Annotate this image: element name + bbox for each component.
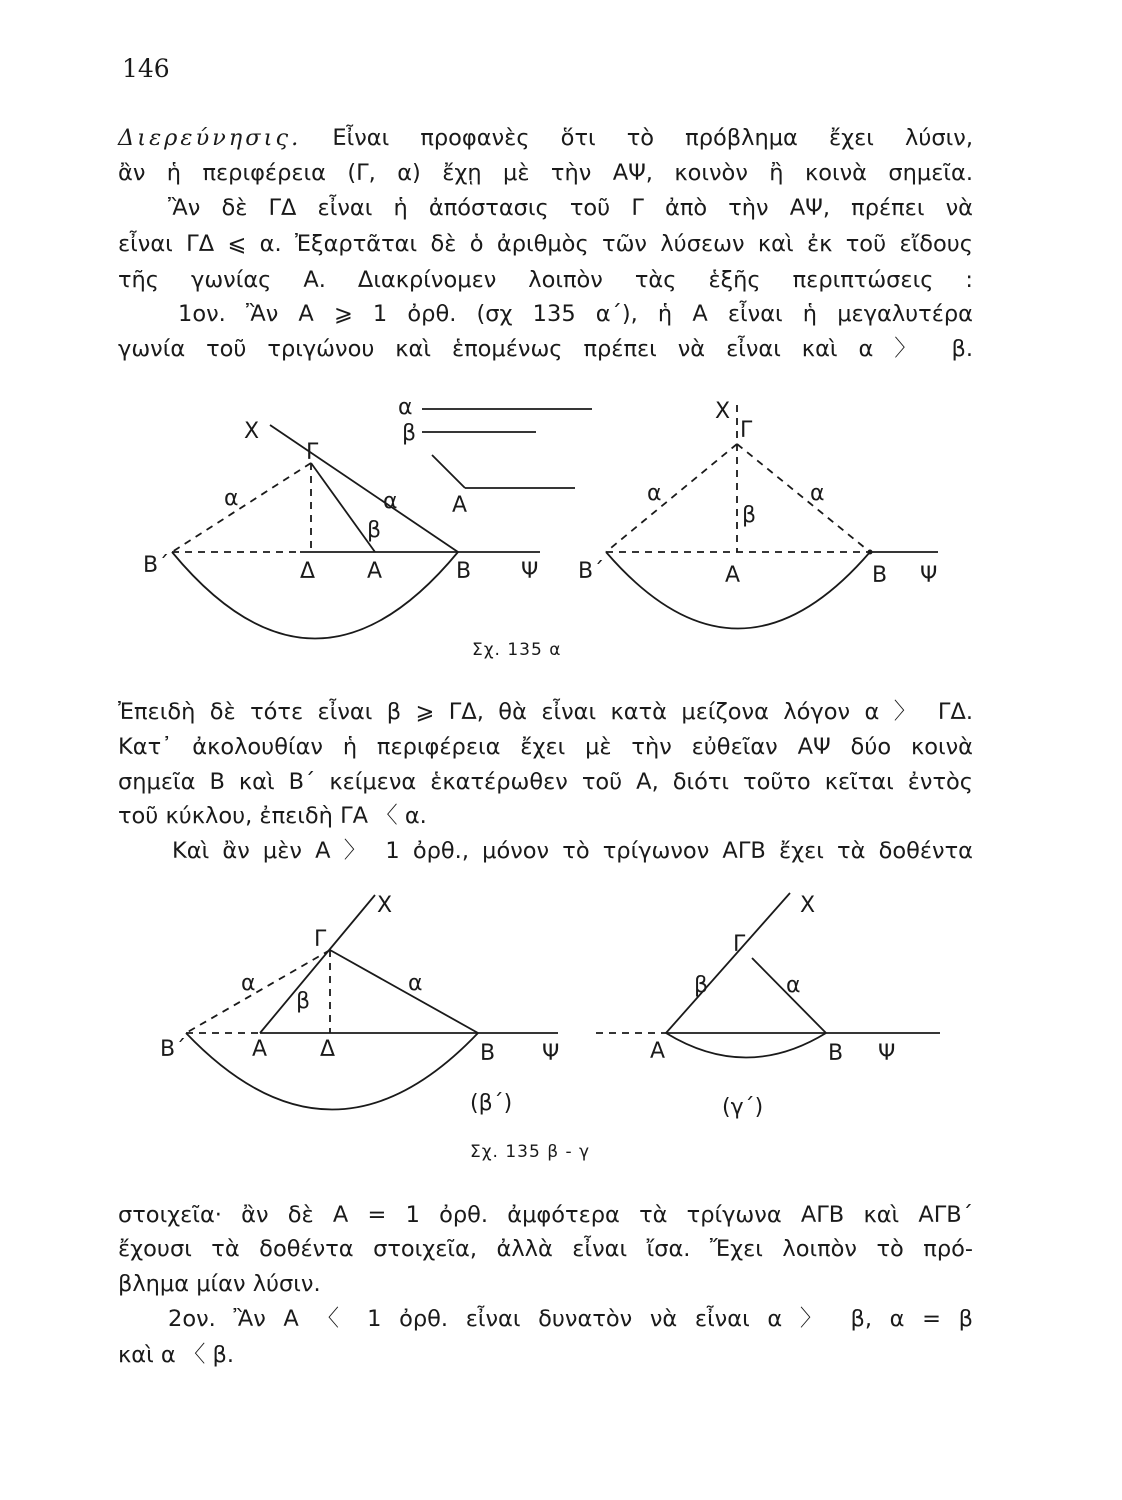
figure-tag: (γ΄) <box>722 1095 764 1120</box>
label-g: Γ <box>306 440 319 465</box>
figure-caption: Σχ. 135 α <box>472 640 562 660</box>
label-b-prime: Β΄ <box>578 559 605 584</box>
text-line: τῆς γωνίας Α. Διακρίνομεν λοιπὸν τὰς ἑξῆς περιπτώσεις : <box>118 267 973 293</box>
label-b: β <box>742 503 757 528</box>
label-x: X <box>800 893 816 918</box>
text-line: καὶ α 〈 β. <box>118 1342 235 1368</box>
text-line: Καὶ ἂν μὲν Α 〉 1 ὀρθ., μόνον τὸ τρίγωνον ΑΓΒ ἔχει τὰ δοθέντα <box>172 838 973 864</box>
label-a: α <box>647 481 662 506</box>
label-d: Δ <box>320 1037 336 1062</box>
text-line: εἶναι ΓΔ ⩽ α. Ἐξαρτᾶται δὲ ὁ ἀριθμὸς τῶν λύσεων καὶ ἐκ τοῦ εἴδους <box>118 231 973 257</box>
label-a: α <box>224 486 239 511</box>
text-line: Ἐπειδὴ δὲ τότε εἶναι β ⩾ ΓΔ, θὰ εἶναι κατὰ μείζονα λόγον α 〉 ΓΔ. <box>118 699 973 725</box>
legend-angle-side <box>432 455 465 488</box>
label-psi: Ψ <box>878 1041 896 1066</box>
figure-tag: (β΄) <box>470 1091 513 1116</box>
label-x: X <box>715 399 731 424</box>
label-x: X <box>244 419 260 444</box>
section-heading: Διερεύνησις. <box>118 125 302 151</box>
label-a: α <box>408 971 423 996</box>
segment-ga <box>311 463 375 552</box>
text-line: Κατ᾽ ἀκολουθίαν ἡ περιφέρεια ἔχει μὲ τὴν εὐθεῖαν ΑΨ δύο κοινὰ <box>118 734 973 760</box>
segment-gb1 <box>606 444 737 552</box>
label-b-prime: Β΄ <box>160 1037 187 1062</box>
label-psi: Ψ <box>542 1041 560 1066</box>
text-line: σημεῖα Β καὶ Β΄ κείμενα ἑκατέρωθεν τοῦ Α, διότι τοῦτο κεῖται ἐντὸς <box>118 769 973 795</box>
label-a-point: Α <box>367 559 383 584</box>
label-d: Δ <box>300 559 316 584</box>
legend-label-b: β <box>402 421 417 446</box>
line-x-b <box>270 425 458 552</box>
text-line: Ἂν δὲ ΓΔ εἶναι ἡ ἀπόστασις τοῦ Γ ἀπὸ τὴν ΑΨ, πρέπει νὰ <box>168 195 973 221</box>
label-g: Γ <box>740 418 753 443</box>
text-line: ἂν ἡ περιφέρεια (Γ, α) ἔχῃ μὲ τὴν ΑΨ, κοινὸν ἢ κοινὰ σημεῖα. <box>118 160 973 186</box>
text-line: τοῦ κύκλου, ἐπειδὴ ΓΑ 〈 α. <box>118 803 427 829</box>
label-b-point: Β <box>480 1041 496 1066</box>
label-g: Γ <box>733 932 746 957</box>
figure-caption: Σχ. 135 β - γ <box>470 1142 591 1162</box>
label-a-point: Α <box>725 563 741 588</box>
label-a: α <box>383 489 398 514</box>
text-line: βλημα μίαν λύσιν. <box>118 1271 321 1297</box>
label-psi: Ψ <box>920 563 938 588</box>
label-a: α <box>241 971 256 996</box>
label-b-prime: Β΄ <box>143 553 170 578</box>
label-x: X <box>377 893 393 918</box>
legend-label-a: α <box>398 395 413 420</box>
text-line: 1ον. Ἂν Α ⩾ 1 ὀρθ. (σχ 135 α΄), ἡ Α εἶναι ἡ μεγαλυτέρα <box>178 301 973 327</box>
label-b-point: Β <box>456 559 472 584</box>
label-b: β <box>694 973 709 998</box>
label-a-point: Α <box>252 1037 268 1062</box>
label-b: β <box>296 989 311 1014</box>
text-line: ἔχουσι τὰ δοθέντα στοιχεῖα, ἀλλὰ εἶναι ἴσα. Ἔχει λοιπὸν τὸ πρό- <box>118 1236 973 1262</box>
label-a: α <box>810 481 825 506</box>
text-line: 2ον. Ἂν Α 〈 1 ὀρθ. εἶναι δυνατὸν νὰ εἶναι α 〉 β, α = β <box>168 1306 973 1332</box>
text-line: στοιχεῖα· ἂν δὲ Α = 1 ὀρθ. ἀμφότερα τὰ τρίγωνα ΑΓΒ καὶ ΑΓΒ΄ <box>118 1202 973 1228</box>
text-span: Εἶναι προφανὲς ὅτι τὸ πρόβλημα ἔχει λύσιν, <box>332 125 973 151</box>
label-g: Γ <box>314 927 327 952</box>
label-a: α <box>786 973 801 998</box>
text-line: γωνία τοῦ τριγώνου καὶ ἑπομένως πρέπει νὰ εἶναι καὶ α 〉 β. <box>118 336 973 362</box>
segment-gb <box>737 444 870 552</box>
label-b-point: Β <box>828 1041 844 1066</box>
label-b-point: Β <box>872 563 888 588</box>
page-number: 146 <box>122 54 170 83</box>
label-b: β <box>367 518 382 543</box>
legend-label-angle: Α <box>452 493 468 518</box>
label-a-point: Α <box>650 1039 666 1064</box>
segment-gb1 <box>172 463 311 552</box>
label-psi: Ψ <box>521 559 539 584</box>
point-b <box>868 550 873 555</box>
